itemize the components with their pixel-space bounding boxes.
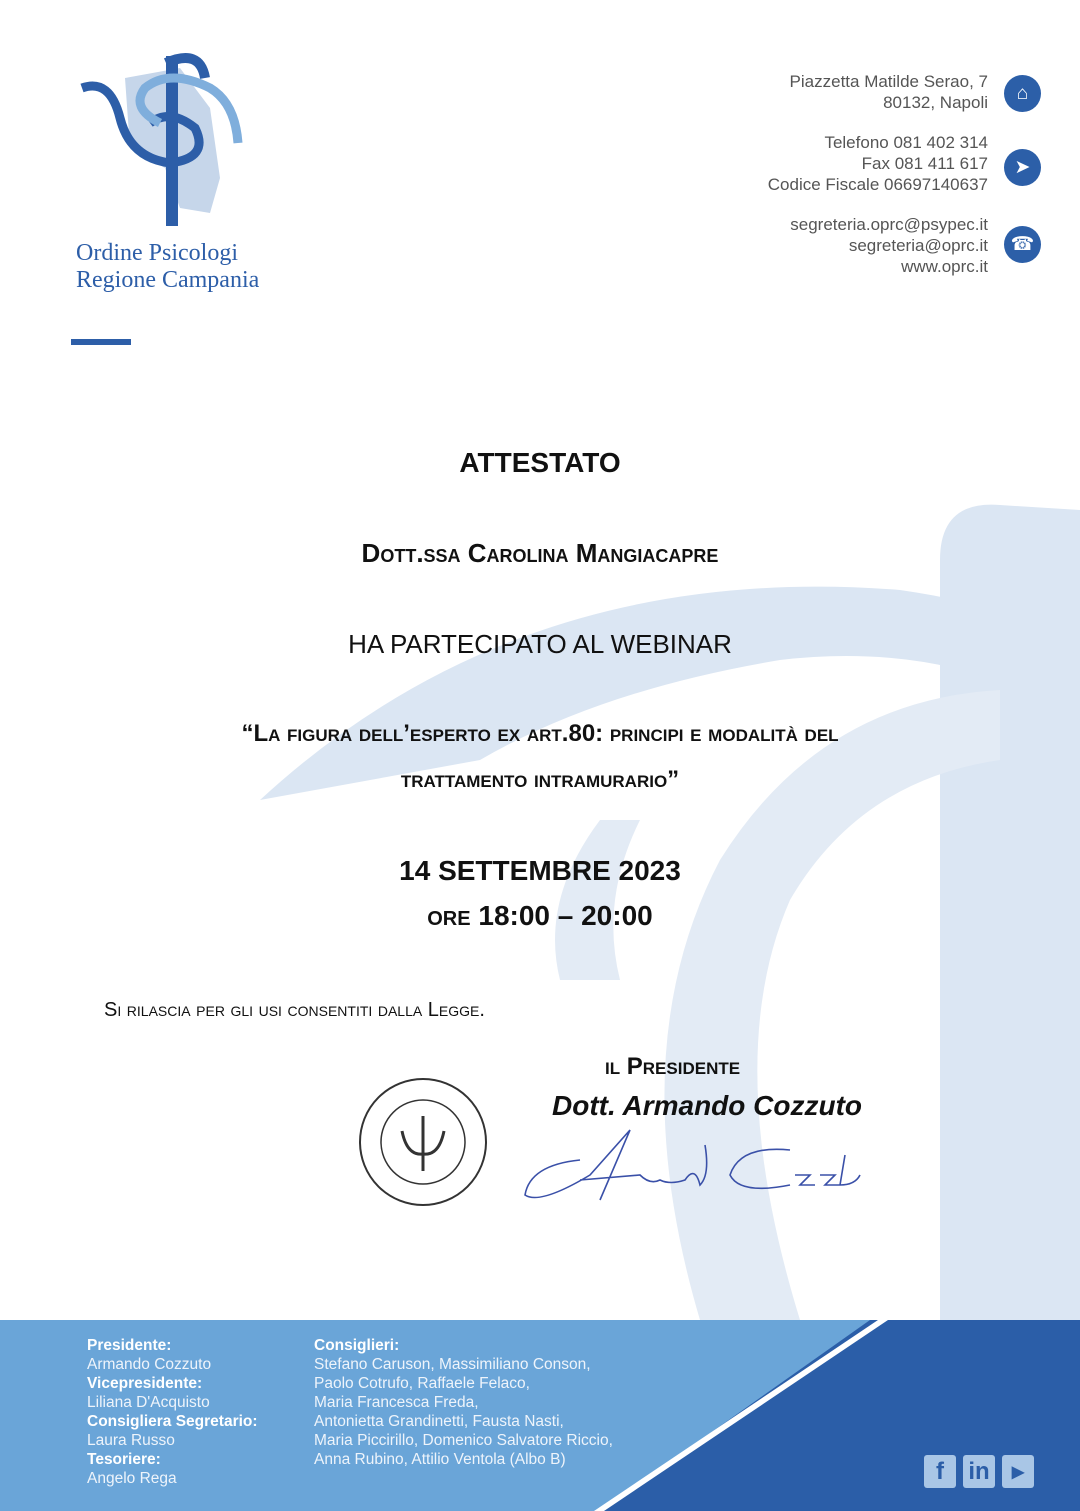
- divider: [71, 339, 131, 345]
- footer-council: Consiglieri: Stefano Caruson, Massimiliano Conson, Paolo Cotrufo, Raffaele Felaco, Maria Francesca Freda, Antonietta Grandinetti, Fausta Nasti, Maria Piccirillo, Domenico Salvatore Riccio, Anna Rubino, Attilio Ventola (Albo B): [314, 1337, 613, 1468]
- webinar-date: 14 SETTEMBRE 2023: [399, 855, 681, 886]
- webinar-title-2: trattamento intramurario”: [400, 766, 680, 793]
- official-stamp: [357, 1076, 489, 1208]
- webinar-time: ore 18:00 – 20:00: [427, 900, 653, 931]
- webinar-title-1: “La figura dell’esperto ex art.80: principi e modalità del: [241, 720, 839, 747]
- phones: Telefono 081 402 314 Fax 081 411 617 Codice Fiscale 06697140637: [767, 133, 988, 194]
- logo-icon: [70, 48, 250, 233]
- web-contacts: [790, 214, 988, 277]
- address: Piazzetta Matilde Serao, 7 80132, Napoli: [789, 72, 988, 112]
- legal-note: Si rilascia per gli usi consentiti dalla Legge.: [104, 999, 485, 1021]
- signer-role: il Presidente: [605, 1053, 741, 1080]
- youtube-icon[interactable]: ▶: [1002, 1455, 1034, 1488]
- participated-text: HA PARTECIPATO AL WEBINAR: [348, 629, 732, 659]
- send-icon: ➤: [1004, 149, 1041, 186]
- org-name: Ordine Psicologi Regione Campania: [76, 240, 260, 293]
- facebook-icon[interactable]: f: [924, 1455, 956, 1488]
- pec-email[interactable]: segreteria.oprc@psypec.it: [790, 215, 988, 234]
- email[interactable]: segreteria@oprc.it: [848, 236, 988, 255]
- footer-officers: Presidente: Armando Cozzuto Vicepresidente: Liliana D'Acquisto Consigliera Segretario: Laura Russo Tesoriere: Angelo Rega: [87, 1337, 258, 1487]
- signer-name: Dott. Armando Cozzuto: [552, 1090, 863, 1121]
- home-icon: ⌂: [1004, 75, 1041, 112]
- linkedin-icon[interactable]: in: [963, 1455, 995, 1488]
- recipient-name: Dott.ssa Carolina Mangiacapre: [361, 538, 719, 568]
- certificate-title: ATTESTATO: [459, 447, 621, 478]
- website[interactable]: www.oprc.it: [901, 257, 988, 276]
- phone-icon: ☎: [1004, 226, 1041, 263]
- signature: [520, 1125, 870, 1210]
